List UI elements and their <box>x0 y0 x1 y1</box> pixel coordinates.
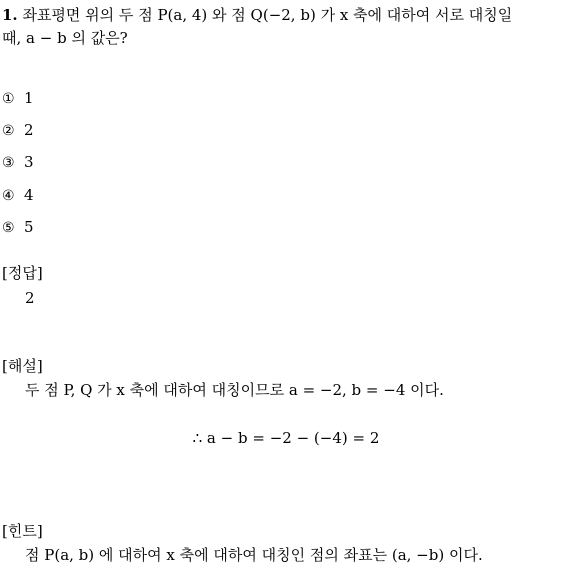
choice-3-mark: ③ <box>2 155 15 171</box>
question-text-1: 좌표평면 위의 두 점 P(a, 4) 와 점 Q(−2, b) 가 x 축에 대하여 서로 대칭일 <box>22 6 513 24</box>
choice-3-text: 3 <box>24 153 34 171</box>
choice-2-text: 2 <box>24 121 34 139</box>
choice-4-text: 4 <box>24 186 34 204</box>
hint-label: [힌트] <box>2 522 43 540</box>
solution-text: 두 점 P, Q 가 x 축에 대하여 대칭이므로 a = −2, b = −4 이다. <box>25 381 444 399</box>
choice-3 <box>2 152 34 173</box>
solution-label: [해설] <box>2 357 43 375</box>
choice-5 <box>2 217 34 238</box>
answer-value: 2 <box>25 289 35 307</box>
choice-1-mark: ① <box>2 91 15 107</box>
question-line-1 <box>2 5 512 25</box>
choice-1-text: 1 <box>24 89 34 107</box>
choice-2 <box>2 120 34 141</box>
solution-equation: ∴ a − b = −2 − (−4) = 2 <box>192 429 380 447</box>
question-number: 1. <box>2 6 18 24</box>
choice-1 <box>2 88 34 109</box>
choice-5-text: 5 <box>24 218 34 236</box>
hint-text: 점 P(a, b) 에 대하여 x 축에 대하여 대칭인 점의 좌표는 (a, −b) 이다. <box>25 546 483 564</box>
choice-5-mark: ⑤ <box>2 220 15 236</box>
choice-4-mark: ④ <box>2 188 15 204</box>
answer-label: [정답] <box>2 264 43 282</box>
question-line-2: 때, a − b 의 값은? <box>2 29 128 47</box>
choice-2-mark: ② <box>2 123 15 139</box>
choice-4 <box>2 185 34 206</box>
